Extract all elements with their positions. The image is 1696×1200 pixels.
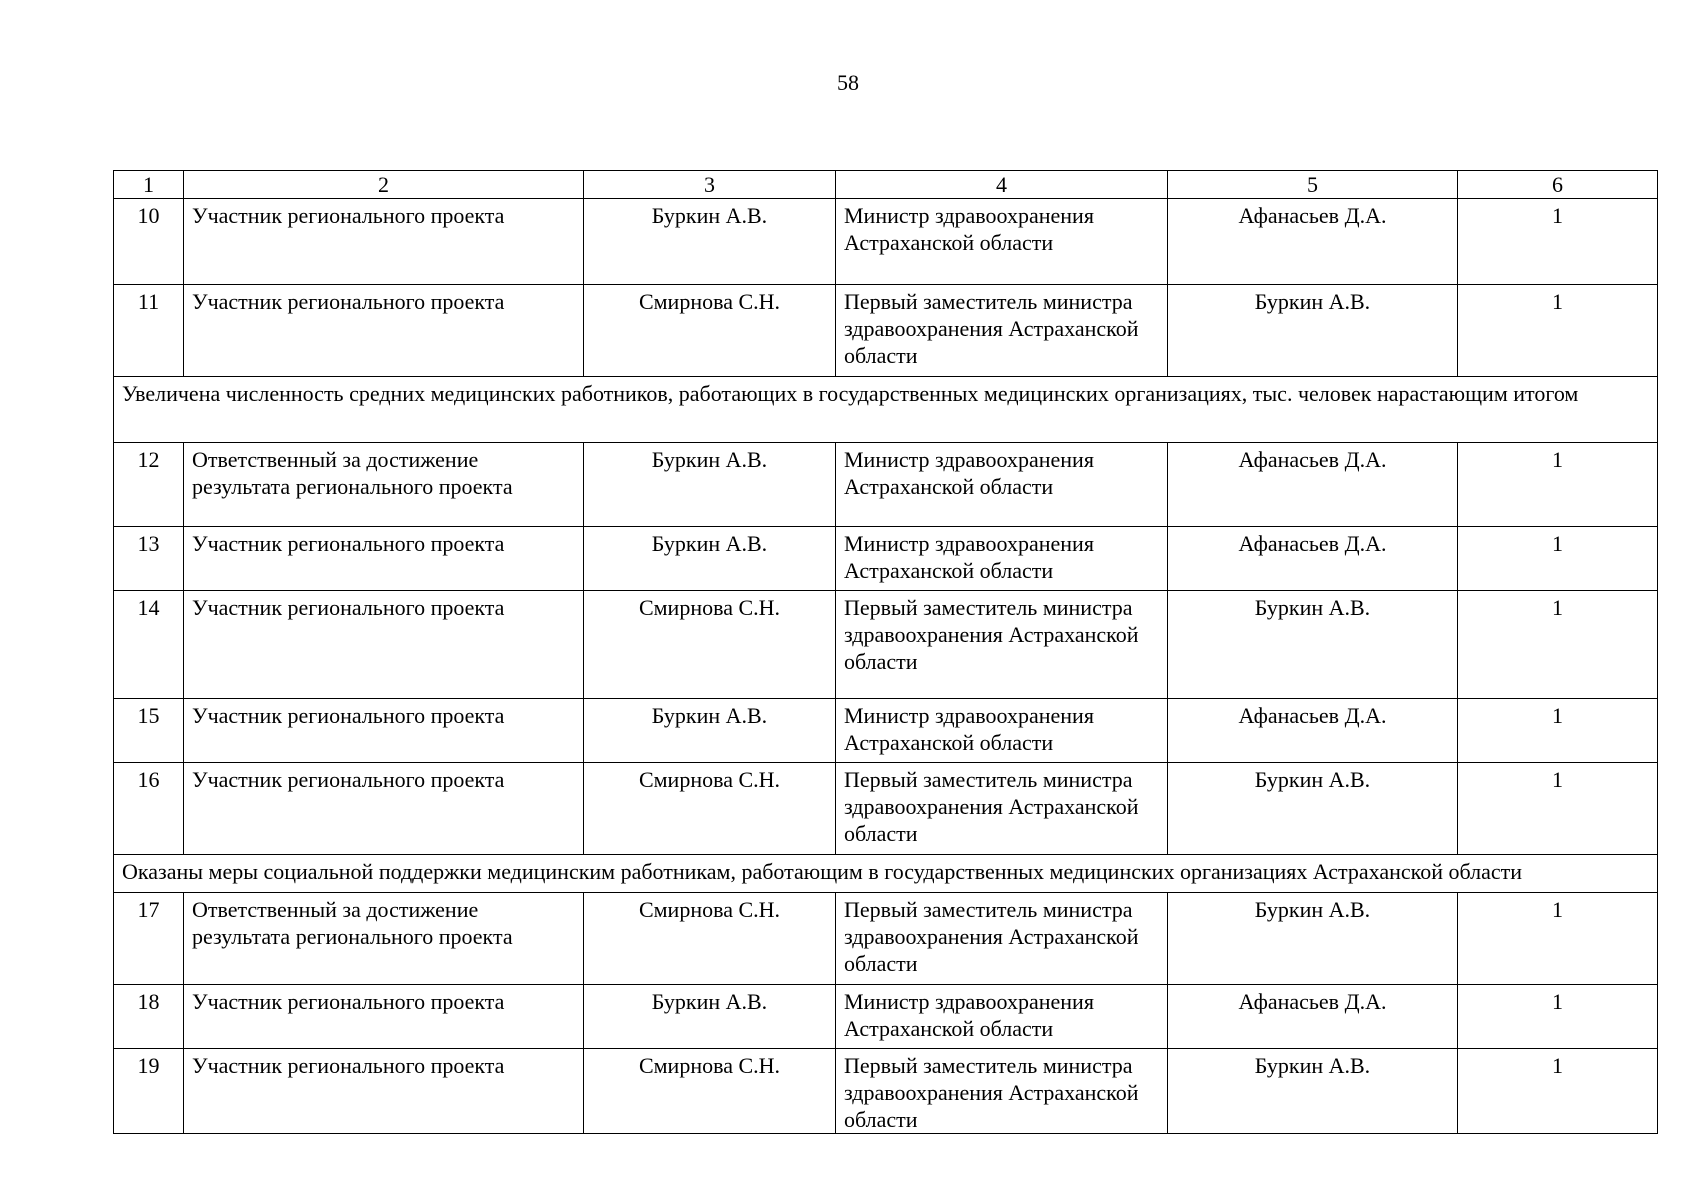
table-row bbox=[114, 763, 1658, 855]
row-number-cell: 19 bbox=[114, 1049, 184, 1134]
value-cell: 1 bbox=[1458, 699, 1658, 763]
column-header: 1 bbox=[114, 171, 184, 199]
table-row bbox=[114, 893, 1658, 985]
role-cell: Участник регионального проекта bbox=[184, 699, 584, 763]
table-row bbox=[114, 1049, 1658, 1134]
person-cell: Смирнова С.Н. bbox=[584, 1049, 836, 1134]
supervisor-cell: Афанасьев Д.А. bbox=[1168, 527, 1458, 591]
section-title: Увеличена численность средних медицинских работников, работающих в государственных медицинских организациях, тыс. человек нарастающим итогом bbox=[114, 377, 1658, 443]
row-number-cell: 18 bbox=[114, 985, 184, 1049]
page-number: 58 bbox=[837, 70, 859, 95]
position-cell: Первый заместитель министра здравоохранения Астраханской области bbox=[836, 591, 1168, 699]
person-cell: Смирнова С.Н. bbox=[584, 763, 836, 855]
responsibility-table bbox=[113, 170, 1658, 1134]
supervisor-cell: Буркин А.В. bbox=[1168, 763, 1458, 855]
value-cell: 1 bbox=[1458, 591, 1658, 699]
table-body bbox=[114, 199, 1658, 1134]
person-cell: Буркин А.В. bbox=[584, 527, 836, 591]
table-row bbox=[114, 443, 1658, 527]
person-cell: Буркин А.В. bbox=[584, 985, 836, 1049]
role-cell: Участник регионального проекта bbox=[184, 285, 584, 377]
supervisor-cell: Афанасьев Д.А. bbox=[1168, 443, 1458, 527]
position-cell: Первый заместитель министра здравоохранения Астраханской области bbox=[836, 893, 1168, 985]
position-cell: Министр здравоохранения Астраханской области bbox=[836, 527, 1168, 591]
column-header: 2 bbox=[184, 171, 584, 199]
position-cell: Первый заместитель министра здравоохранения Астраханской области bbox=[836, 763, 1168, 855]
supervisor-cell: Буркин А.В. bbox=[1168, 1049, 1458, 1134]
role-cell: Участник регионального проекта bbox=[184, 591, 584, 699]
role-cell: Участник регионального проекта bbox=[184, 985, 584, 1049]
person-cell: Смирнова С.Н. bbox=[584, 591, 836, 699]
position-cell: Министр здравоохранения Астраханской области bbox=[836, 985, 1168, 1049]
value-cell: 1 bbox=[1458, 199, 1658, 285]
row-number-cell: 14 bbox=[114, 591, 184, 699]
row-number-cell: 11 bbox=[114, 285, 184, 377]
column-header: 6 bbox=[1458, 171, 1658, 199]
person-cell: Буркин А.В. bbox=[584, 443, 836, 527]
column-header: 5 bbox=[1168, 171, 1458, 199]
position-cell: Министр здравоохранения Астраханской области bbox=[836, 199, 1168, 285]
value-cell: 1 bbox=[1458, 763, 1658, 855]
supervisor-cell: Афанасьев Д.А. bbox=[1168, 699, 1458, 763]
supervisor-cell: Буркин А.В. bbox=[1168, 591, 1458, 699]
table-row bbox=[114, 285, 1658, 377]
position-cell: Первый заместитель министра здравоохранения Астраханской области bbox=[836, 285, 1168, 377]
value-cell: 1 bbox=[1458, 893, 1658, 985]
supervisor-cell: Буркин А.В. bbox=[1168, 893, 1458, 985]
value-cell: 1 bbox=[1458, 443, 1658, 527]
role-cell: Участник регионального проекта bbox=[184, 199, 584, 285]
value-cell: 1 bbox=[1458, 985, 1658, 1049]
value-cell: 1 bbox=[1458, 527, 1658, 591]
column-header: 4 bbox=[836, 171, 1168, 199]
supervisor-cell: Афанасьев Д.А. bbox=[1168, 199, 1458, 285]
value-cell: 1 bbox=[1458, 285, 1658, 377]
supervisor-cell: Афанасьев Д.А. bbox=[1168, 985, 1458, 1049]
section-row bbox=[114, 855, 1658, 893]
supervisor-cell: Буркин А.В. bbox=[1168, 285, 1458, 377]
section-row bbox=[114, 377, 1658, 443]
role-cell: Участник регионального проекта bbox=[184, 763, 584, 855]
position-cell: Министр здравоохранения Астраханской области bbox=[836, 699, 1168, 763]
row-number-cell: 15 bbox=[114, 699, 184, 763]
column-header: 3 bbox=[584, 171, 836, 199]
value-cell: 1 bbox=[1458, 1049, 1658, 1134]
row-number-cell: 12 bbox=[114, 443, 184, 527]
row-number-cell: 10 bbox=[114, 199, 184, 285]
row-number-cell: 16 bbox=[114, 763, 184, 855]
table-header-row bbox=[114, 171, 1658, 199]
person-cell: Смирнова С.Н. bbox=[584, 285, 836, 377]
person-cell: Буркин А.В. bbox=[584, 699, 836, 763]
role-cell: Участник регионального проекта bbox=[184, 1049, 584, 1134]
role-cell: Ответственный за достижение результата регионального проекта bbox=[184, 443, 584, 527]
row-number-cell: 13 bbox=[114, 527, 184, 591]
table-row bbox=[114, 527, 1658, 591]
role-cell: Участник регионального проекта bbox=[184, 527, 584, 591]
table-row bbox=[114, 591, 1658, 699]
position-cell: Министр здравоохранения Астраханской области bbox=[836, 443, 1168, 527]
row-number-cell: 17 bbox=[114, 893, 184, 985]
person-cell: Смирнова С.Н. bbox=[584, 893, 836, 985]
table-row bbox=[114, 699, 1658, 763]
role-cell: Ответственный за достижение результата регионального проекта bbox=[184, 893, 584, 985]
table-row bbox=[114, 985, 1658, 1049]
position-cell: Первый заместитель министра здравоохранения Астраханской области bbox=[836, 1049, 1168, 1134]
person-cell: Буркин А.В. bbox=[584, 199, 836, 285]
table-row bbox=[114, 199, 1658, 285]
section-title: Оказаны меры социальной поддержки медицинским работникам, работающим в государственных медицинских организациях Астраханской области bbox=[114, 855, 1658, 893]
